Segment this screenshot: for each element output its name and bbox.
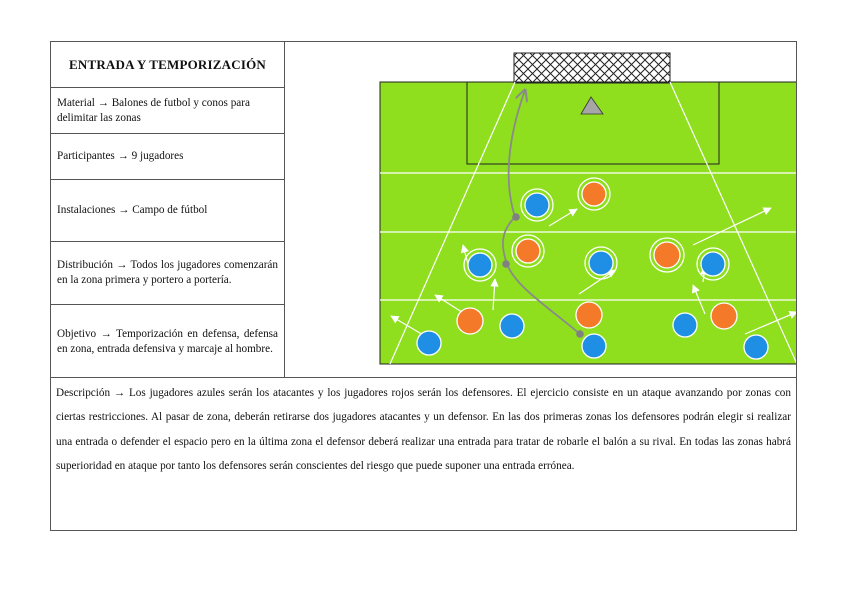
- attacker-player: [697, 248, 729, 280]
- defender-player: [576, 302, 602, 328]
- participants-row: [51, 134, 284, 180]
- facilities-row: [51, 180, 284, 242]
- description-text: Los jugadores azules serán los atacantes y los jugadores rojos serán los defensores. El ejercicio consiste en un ataque avanzando por zonas con ciertas restricciones. Al pasar de zona, deberán retirarse dos jugadores atacantes y un defensor. En las dos primeras zonas los defensores podrán elegir si realizar una entrada o defender el espacio pero en la última zona el defensor deberá realizar una entrada para tratar de robarle el balón a su rival. En todas las zonas habrá superioridad en ataque por tanto los defensores serán conscientes del riesgo que puede suponer una entrada errónea.: [56, 387, 791, 473]
- goal-net: [514, 53, 670, 83]
- ball-icon: [512, 213, 520, 221]
- attacker-player: [582, 334, 606, 358]
- distribution-label: Distribución: [57, 259, 113, 271]
- attacker-player: [464, 249, 496, 281]
- arrow-icon: →: [100, 327, 112, 340]
- defender-player: [457, 308, 483, 334]
- arrow-icon: →: [97, 96, 109, 109]
- football-field-diagram: [285, 42, 796, 378]
- ball-icon: [576, 330, 584, 338]
- objective-label: Objetivo: [57, 327, 97, 340]
- material-text: Balones de futbol y conos para delimitar las zonas: [57, 96, 250, 124]
- attacker-player: [521, 189, 553, 221]
- arrow-icon: →: [116, 259, 128, 271]
- facilities-text: Campo de fútbol: [132, 204, 208, 216]
- participants-label: Participantes: [57, 150, 115, 162]
- attacker-player: [673, 313, 697, 337]
- attacker-player: [417, 331, 441, 355]
- defender-player: [650, 238, 684, 272]
- distribution-row: [51, 242, 284, 305]
- attacker-player: [585, 247, 617, 279]
- arrow-icon: →: [113, 387, 126, 399]
- defender-player: [578, 178, 610, 210]
- arrow-icon: →: [118, 204, 130, 216]
- defender-player: [711, 303, 737, 329]
- sheet-title: ENTRADA Y TEMPORIZACIÓN: [51, 42, 284, 88]
- material-label: Material: [57, 96, 95, 109]
- attacker-player: [500, 314, 524, 338]
- field-diagram-cell: [285, 42, 796, 378]
- defender-player: [512, 235, 544, 267]
- objective-text: Temporización en defensa, defensa en zona, entrada defensiva y marcaje al hombre.: [57, 327, 278, 355]
- description-label: Descripción: [56, 387, 111, 399]
- info-column: [51, 42, 285, 378]
- arrow-icon: →: [117, 150, 129, 162]
- material-row: [51, 88, 284, 134]
- description-block: [51, 377, 796, 530]
- participants-text: 9 jugadores: [131, 150, 184, 162]
- distribution-text: Todos los jugadores comenzarán en la zona primera y portero a portería.: [57, 259, 278, 286]
- exercise-sheet: [50, 41, 797, 531]
- ball-icon: [502, 260, 510, 268]
- attacker-player: [744, 335, 768, 359]
- facilities-label: Instalaciones: [57, 204, 116, 216]
- objective-row: [51, 305, 284, 378]
